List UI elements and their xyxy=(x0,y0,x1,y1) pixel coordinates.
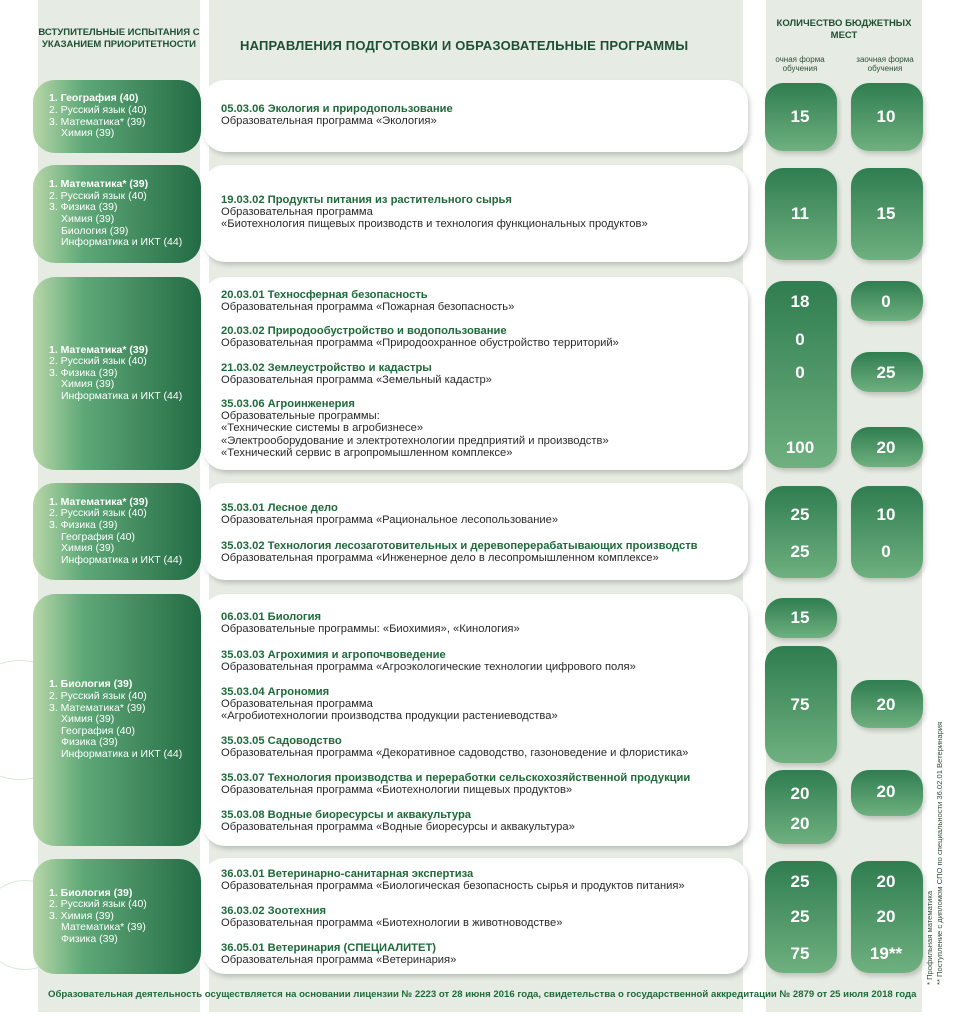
program-entry xyxy=(221,325,741,349)
program-line: Образовательная программа «Биологическая безопасность сырья и продуктов питания» xyxy=(221,880,685,893)
full-time-places: 75 xyxy=(790,944,810,963)
full-time-places: 20 xyxy=(790,784,810,803)
program-title: 20.03.02 Природообустройство и водопользование xyxy=(221,325,507,337)
program-entry xyxy=(221,540,741,564)
exam-item: 2. Русский язык (40) xyxy=(49,103,147,116)
program-line: Образовательная программа «Биотехнологии пищевых продуктов» xyxy=(221,784,573,797)
program-line: Образовательная программа xyxy=(221,698,373,711)
license-footer: Образовательная деятельность осуществляется на основании лицензии № 2223 от 28 июня 2016 года, свидетельства о государственной аккредитации № 2879 от 25 июля 2018 года xyxy=(48,989,917,1000)
exam-item: Биология (39) xyxy=(61,224,129,237)
program-entry xyxy=(221,649,741,673)
exams-header: ВСТУПИТЕЛЬНЫЕ ИСПЫТАНИЯ С УКАЗАНИЕМ ПРИОРИТЕТНОСТИ xyxy=(38,27,200,50)
full-time-places: 25 xyxy=(790,542,810,561)
exam-item: Химия (39) xyxy=(61,713,115,726)
exam-item: География (40) xyxy=(61,724,135,737)
program-line: Образовательные программы: xyxy=(221,410,380,423)
program-title: 35.03.01 Лесное дело xyxy=(221,502,338,514)
program-title: 35.03.07 Технология производства и переработки сельскохозяйственной продукции xyxy=(221,772,691,784)
places-header: КОЛИЧЕСТВО БЮДЖЕТНЫХ МЕСТ xyxy=(776,18,912,41)
part-time-places: 25 xyxy=(876,363,896,382)
full-time-places: 15 xyxy=(790,107,810,126)
program-title: 36.03.01 Ветеринарно-санитарная экспертиза xyxy=(221,868,474,880)
program-title: 35.03.05 Садоводство xyxy=(221,735,342,747)
program-title: 36.03.02 Зоотехния xyxy=(221,905,326,917)
program-line: Образовательная программа «Водные биоресурсы и аквакультура» xyxy=(221,821,575,834)
part-time-pill xyxy=(851,486,923,578)
program-card xyxy=(203,483,748,580)
part-time-places: 20 xyxy=(876,782,896,801)
part-time-places: 15 xyxy=(876,204,896,223)
program-title: 05.03.06 Экология и природопользование xyxy=(221,103,453,115)
exam-item: 3. Физика (39) xyxy=(49,518,118,531)
full-time-places: 15 xyxy=(790,608,810,627)
program-entry xyxy=(221,868,741,892)
exam-item: 1. Математика* (39) xyxy=(49,343,149,356)
full-time-places: 11 xyxy=(791,204,809,223)
exam-item: 2. Русский язык (40) xyxy=(49,189,147,202)
program-entry xyxy=(221,502,741,526)
full-time-pill xyxy=(765,486,837,578)
full-time-places: 25 xyxy=(790,872,810,891)
program-entry xyxy=(221,772,741,796)
exam-item: Математика* (39) xyxy=(61,921,146,934)
footnote: ** Поступление с дипломом СПО по специальности 36.02.01 Ветеринария xyxy=(935,721,944,985)
part-time-header: заочная форма обучения xyxy=(856,55,914,73)
exam-item: Информатика и ИКТ (44) xyxy=(61,389,183,402)
full-time-places: 100 xyxy=(785,438,815,457)
part-time-places: 20 xyxy=(876,872,896,891)
program-line: «Технические системы в агробизнесе» xyxy=(221,422,424,435)
program-line: Образовательная программа «Земельный кадастр» xyxy=(221,374,492,387)
full-time-header: очная форма обучения xyxy=(775,55,825,73)
footnote: * Профильная математика xyxy=(925,890,934,985)
exam-item: 3. Математика* (39) xyxy=(49,115,146,128)
program-line: Образовательная программа «Биотехнологии в животноводстве» xyxy=(221,917,563,930)
program-line: Образовательная программа «Рациональное лесопользование» xyxy=(221,514,559,527)
exam-item: Информатика и ИКТ (44) xyxy=(61,747,183,760)
part-time-places: 0 xyxy=(881,542,891,561)
exam-item: Физика (39) xyxy=(61,736,118,749)
full-time-places: 20 xyxy=(790,814,810,833)
part-time-places: 19** xyxy=(869,944,903,963)
exam-item: Информатика и ИКТ (44) xyxy=(61,553,183,566)
program-title: 35.03.04 Агрономия xyxy=(221,686,330,698)
program-title: 06.03.01 Биология xyxy=(221,611,321,623)
exam-item: 2. Русский язык (40) xyxy=(49,507,147,520)
exam-list xyxy=(33,859,201,974)
exam-list xyxy=(33,594,201,846)
program-entry xyxy=(221,103,741,127)
program-line: Образовательная программа xyxy=(221,206,373,219)
program-line: Образовательная программа «Природоохранное обустройство территорий» xyxy=(221,337,619,350)
full-time-places: 25 xyxy=(790,505,810,524)
part-time-places: 20 xyxy=(876,438,896,457)
exam-item: Химия (39) xyxy=(61,378,115,391)
program-line: «Технический сервис в агропромышленном комплексе» xyxy=(221,446,513,459)
exam-item: 1. Математика* (39) xyxy=(49,495,149,508)
footnotes xyxy=(925,722,945,985)
program-title: 35.03.03 Агрохимия и агропочвоведение xyxy=(221,649,446,661)
exam-item: 3. Физика (39) xyxy=(49,366,118,379)
exam-item: Химия (39) xyxy=(61,542,115,555)
program-title: 35.03.08 Водные биоресурсы и аквакультура xyxy=(221,809,472,821)
exam-item: 2. Русский язык (40) xyxy=(49,898,147,911)
program-title: 21.03.02 Землеустройство и кадастры xyxy=(221,362,432,374)
exam-item: Физика (39) xyxy=(61,932,118,945)
program-entry xyxy=(221,362,741,386)
program-line: Образовательная программа «Ветеринария» xyxy=(221,954,457,967)
part-time-places: 20 xyxy=(876,907,896,926)
exam-item: Химия (39) xyxy=(61,213,115,225)
program-title: 36.05.01 Ветеринария (СПЕЦИАЛИТЕТ) xyxy=(221,942,437,954)
exam-item: Химия (39) xyxy=(61,127,115,140)
full-time-places: 0 xyxy=(795,330,805,349)
program-entry xyxy=(221,611,741,635)
exam-list xyxy=(33,165,201,263)
exam-list xyxy=(33,483,201,580)
full-time-places: 25 xyxy=(790,907,810,926)
program-entry xyxy=(221,809,741,833)
program-entry xyxy=(221,942,741,966)
full-time-places: 0 xyxy=(795,363,805,382)
part-time-places: 20 xyxy=(876,695,896,714)
program-title: 19.03.02 Продукты питания из растительного сырья xyxy=(221,194,512,206)
program-entry xyxy=(221,194,741,231)
exam-item: 1. География (40) xyxy=(49,92,139,105)
program-entry xyxy=(221,289,741,313)
exam-item: 1. Биология (39) xyxy=(49,886,133,899)
program-title: 35.03.06 Агроинженерия xyxy=(221,398,355,410)
program-line: Образовательная программа «Агроэкологические технологии цифрового поля» xyxy=(221,661,636,674)
part-time-places: 0 xyxy=(881,292,891,311)
exam-item: 1. Биология (39) xyxy=(49,678,133,691)
exam-item: 1. Математика* (39) xyxy=(49,178,149,191)
program-line: Образовательная программа «Инженерное дело в лесопромышленном комплексе» xyxy=(221,552,659,565)
exam-list xyxy=(33,80,201,153)
program-entry xyxy=(221,686,741,723)
program-title: 35.03.02 Технология лесозаготовительных и деревоперерабатывающих производств xyxy=(221,540,698,552)
program-line: Образовательные программы: «Биохимия», «Кинология» xyxy=(221,623,520,636)
full-time-places: 75 xyxy=(790,695,810,714)
program-entry xyxy=(221,398,741,459)
exam-item: 2. Русский язык (40) xyxy=(49,690,147,703)
program-title: 20.03.01 Техносферная безопасность xyxy=(221,289,428,301)
part-time-places: 10 xyxy=(876,505,896,524)
program-line: «Электрооборудование и электротехнологии предприятий и производств» xyxy=(221,434,609,447)
program-line: «Биотехнология пищевых производств и технология функциональных продуктов» xyxy=(221,218,648,231)
exam-list xyxy=(33,277,201,470)
program-line: Образовательная программа «Пожарная безопасность» xyxy=(221,301,515,314)
program-entry xyxy=(221,735,741,759)
program-line: «Агробиотехнологии производства продукции растениеводства» xyxy=(221,710,558,723)
exam-item: 3. Математика* (39) xyxy=(49,701,146,714)
exam-item: Информатика и ИКТ (44) xyxy=(61,236,183,249)
part-time-places: 10 xyxy=(876,107,896,126)
program-line: Образовательная программа «Декоративное садоводство, газоноведение и флористика» xyxy=(221,747,689,760)
exam-item: 3. Физика (39) xyxy=(49,201,118,214)
exam-item: География (40) xyxy=(61,530,135,543)
program-line: Образовательная программа «Экология» xyxy=(221,115,437,128)
exam-item: 2. Русский язык (40) xyxy=(49,355,147,368)
full-time-places: 18 xyxy=(790,292,810,311)
exam-item: 3. Химия (39) xyxy=(49,909,114,922)
programs-header: НАПРАВЛЕНИЯ ПОДГОТОВКИ И ОБРАЗОВАТЕЛЬНЫЕ ПРОГРАММЫ xyxy=(240,38,689,53)
program-entry xyxy=(221,905,741,929)
